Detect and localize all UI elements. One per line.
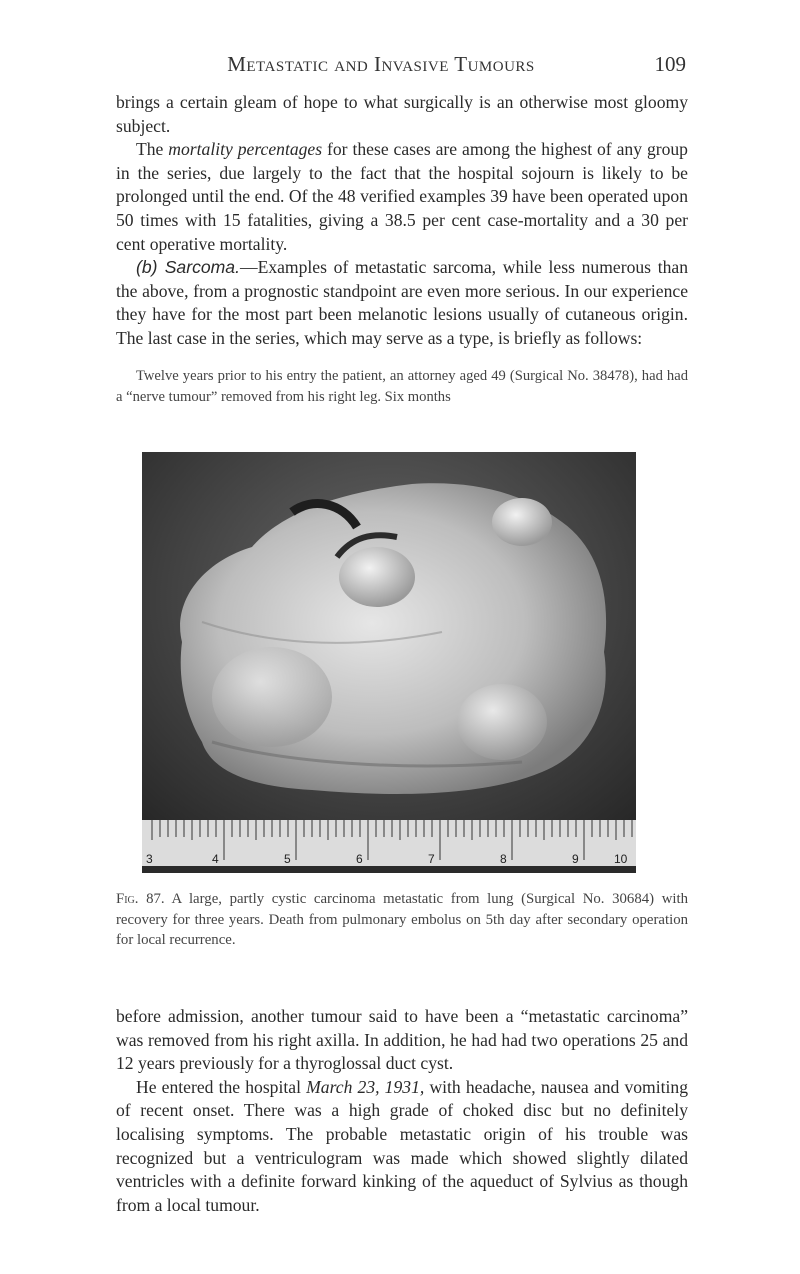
case-study-text [116, 366, 688, 408]
ruler-number: 4 [212, 852, 219, 866]
page-header [116, 52, 686, 84]
text-run: The [136, 139, 169, 160]
cyst-nodule [339, 547, 415, 607]
ruler-number: 10 [614, 852, 628, 866]
paragraph-continuation: brings a certain gleam of hope to what surgically is an otherwise most gloomy subject. [116, 92, 688, 136]
paragraph-hospital-entry [116, 1076, 688, 1218]
paragraph-admission: before admission, another tumour said to have been a “metastatic carcinoma” was removed from his right axilla. In addition, he had had two operations 25 and 12 years previously for a thyroglossal duct cyst. [116, 1006, 688, 1074]
section-heading-sarcoma: (b) Sarcoma. [136, 257, 240, 278]
paragraph-sarcoma [116, 256, 688, 350]
cyst-nodule [492, 498, 552, 546]
caption-text: A large, partly cystic carcinoma metastatic from lung (Surgical No. 30684) with recovery for three years. Death from pulmonary embolus on 5th day after secondary operation for local recurrence. [116, 891, 688, 948]
ruler-number: 5 [284, 852, 291, 866]
text-run: for these cases are among the highest of any group in the series, due largely to the fact that the hospital sojourn is likely to be prolonged until the end. Of the 48 verified examples 39 have been operated upon 50 times with 15 fatalities, giving a 38.5 per cent case-mortality and a 30 per cent operative mortality. [116, 139, 688, 254]
figure-photograph [142, 452, 636, 873]
paragraph-mortality [116, 138, 688, 256]
specimen-photo [142, 452, 636, 873]
ruler-number: 7 [428, 852, 435, 866]
italic-date: March 23, 1931, [306, 1076, 425, 1097]
figure-caption [116, 889, 688, 951]
page-number: 109 [654, 52, 686, 76]
italic-term: mortality percentages [168, 139, 323, 160]
running-title: Metastatic and Invasive Tumours [227, 52, 535, 76]
text-run: with headache, nausea and vomiting of recent onset. There was a high grade of choked disc but no definitely localising symptoms. The probable metastatic origin of his trouble was recognized but a ventriculogram was made which showed slightly dilated ventricles with a definite forward kinking of the aqueduct of Sylvius as though from a local tumour. [116, 1076, 688, 1215]
ruler-number: 6 [356, 852, 363, 866]
body-text-top [116, 91, 688, 351]
figure-label: Fig. 87. [116, 891, 165, 907]
case-study-paragraph: Twelve years prior to his entry the patient, an attorney aged 49 (Surgical No. 38478), had had a “nerve tumour” removed from his right leg. Six months [116, 368, 688, 405]
text-run: He entered the hospital [136, 1076, 307, 1097]
ruler-number: 9 [572, 852, 579, 866]
text-run: —Examples of metastatic sarcoma, while less numerous than the above, from a prognostic standpoint are even more serious. In our experience they have for the most part been melanotic lesions usually of cutaneous origin. The last case in the series, which may serve as a type, is briefly as follows: [116, 257, 688, 348]
body-text-bottom [116, 1005, 688, 1217]
cyst-nodule [457, 684, 547, 760]
ruler-number: 3 [146, 852, 153, 866]
ruler-number: 8 [500, 852, 507, 866]
cyst-nodule [212, 647, 332, 747]
